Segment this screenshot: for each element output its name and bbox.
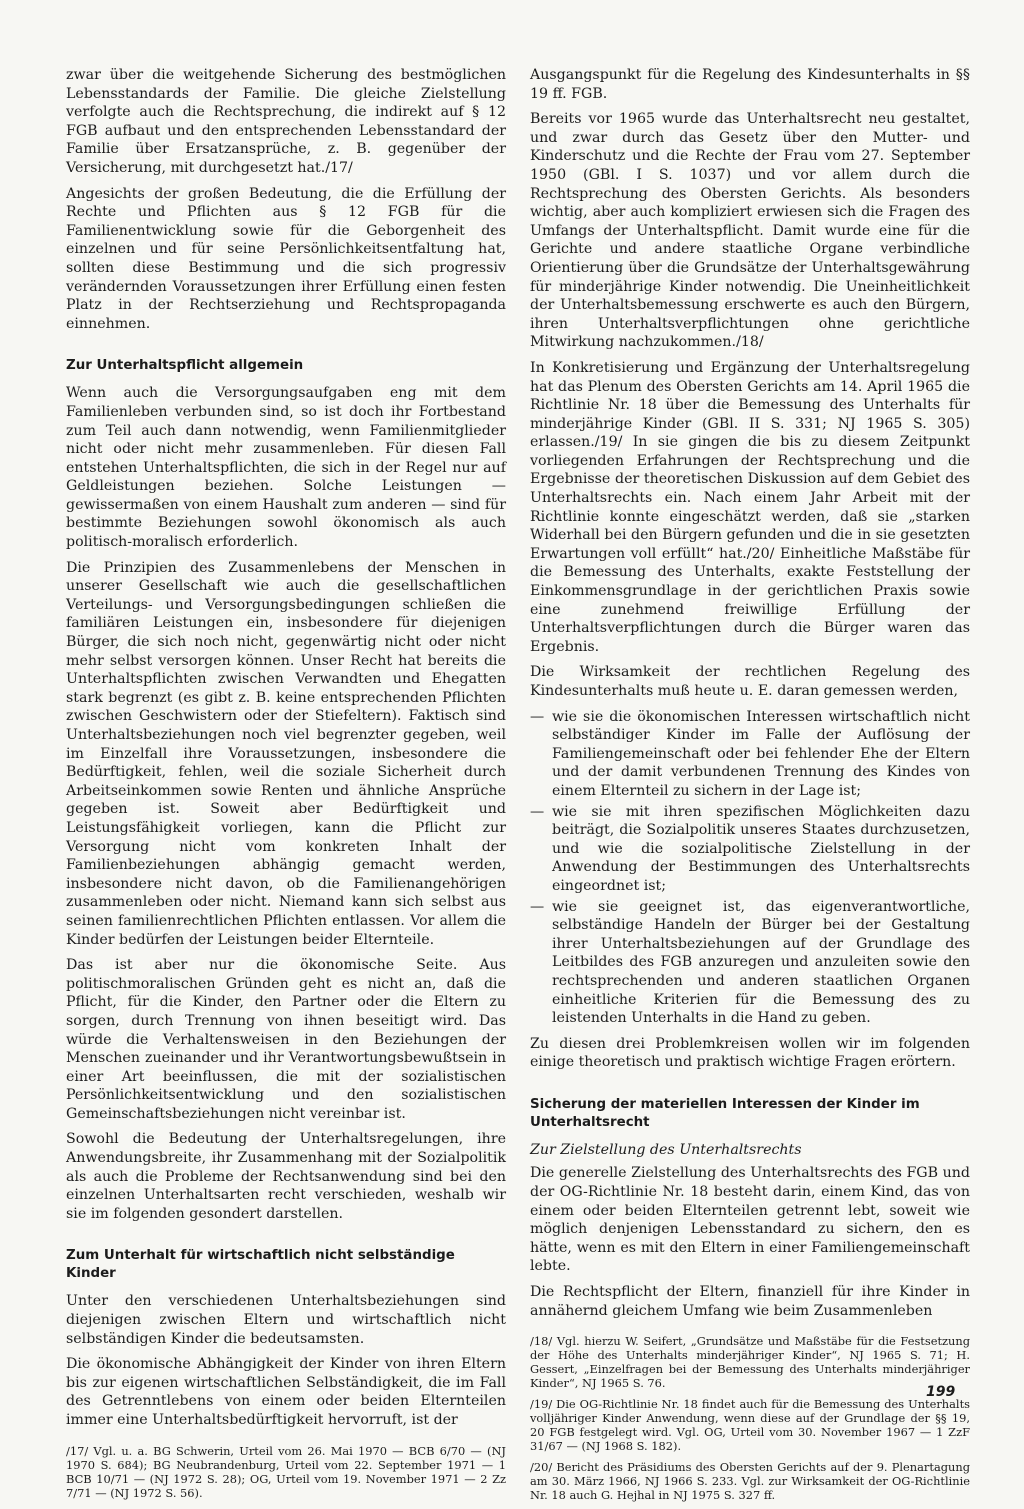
list-item — [530, 803, 970, 896]
paragraph: Zu diesen drei Problemkreisen wollen wir im folgenden einige theoretisch und praktisch wichtige Fragen erörtern. — [530, 1035, 970, 1071]
list-item — [530, 898, 970, 1028]
left-column — [66, 66, 506, 1507]
subsection-heading: Zur Zielstellung des Unterhaltsrechts — [530, 1141, 802, 1158]
paragraph: Angesichts der großen Bedeutung, die die Erfüllung der Rechte und Pflichten aus § 12 FGB für die Familienentwicklung sowie für die Geborgenheit des einzelnen und für seine Persönlichkeitsentfaltung hat, sollten diese Bestimmung und die sich progressiv verändernden Voraussetzungen ihrer Erfüllung einen festen Platz in der Rechtserziehung und Rechtspropaganda einnehmen. — [66, 185, 506, 332]
paragraph: Die Rechtspflicht der Eltern, finanziell für ihre Kinder in annähernd gleichem Umfang wie beim Zusammenleben — [530, 1284, 970, 1319]
paragraph: Die Wirksamkeit der rechtlichen Regelung des Kindesunterhalts muß heute u. E. daran gemessen werden, — [530, 664, 970, 699]
paragraph: zwar über die weitgehende Sicherung des bestmöglichen Lebensstandards der Familie. Die gleiche Zielstellung verfolgte auch die Rechtsprechung, die indirekt auf § 12 FGB aufbaut und den entsprechenden Lebensstandard der Familie über Ersatzansprüche, z. B. gegenüber der Versicherung, mit durchgesetzt hat./17/ — [66, 67, 506, 176]
footnote-18: /18/ Vgl. hierzu W. Seifert, „Grundsätze und Maßstäbe für die Festsetzung der Höhe des Unterhalts minderjähriger Kinder“, NJ 1965 S. 71; H. Gessert, „Einzelfragen bei der Bemessung des Unterhalts minderjähriger Kinder“, NJ 1965 S. 76. — [530, 1334, 970, 1391]
list-item — [530, 708, 970, 801]
footnote-17: /17/ Vgl. u. a. BG Schwerin, Urteil vom 26. Mai 1970 — BCB 6/70 — (NJ 1970 S. 684); BG Neubrandenburg, Urteil vom 22. September 1971 — 1 BCB 10/71 — (NJ 1972 S. 28); OG, Urteil vom 19. November 1971 — 2 Zz 7/71 — (NJ 1972 S. 56). — [66, 1443, 506, 1500]
list-dash: — — [530, 708, 545, 725]
paragraph: Wenn auch die Versorgungsaufgaben eng mit dem Familienleben verbunden sind, so ist doch ihr Fortbestand zum Teil auch dann notwendig, wenn Familienmitglieder nicht oder nicht mehr zusammenleben. Für diesen Fall entstehen Unterhaltspflichten, die sich in der Regel nur auf Geldleistungen beziehen. Solche Leistungen — gewissermaßen von einem Haushalt zum anderen — sind für bestimmte Beziehungen sowohl ökonomisch als auch politisch-moralisch erforderlich. — [66, 385, 506, 551]
section-heading: Sicherung der materiellen Interessen der Kinder im Unterhaltsrecht — [530, 1096, 920, 1130]
paragraph: Unter den verschiedenen Unterhaltsbeziehungen sind diejenigen zwischen Eltern und wirtschaftlich nicht selbständigen Kinder die bedeutsamsten. — [66, 1293, 506, 1347]
criteria-list — [530, 708, 970, 1028]
paragraph: Ausgangspunkt für die Regelung des Kindesunterhalts in §§ 19 ff. FGB. — [530, 67, 970, 102]
paragraph: Die Prinzipien des Zusammenlebens der Menschen in unserer Gesellschaft wie auch die gesellschaftlichen Verteilungs- und Versorgungsbedingungen schließen die familiären Leistungen ein, insbesondere für diejenigen Bürger, die sich noch nicht, gegenwärtig nicht oder nicht mehr selbst versorgen können. Unser Recht hat bereits die Unterhaltspflichten zwischen Verwandten und Ehegatten stark begrenzt (es gibt z. B. keine entsprechenden Pflichten zwischen Geschwistern oder der Stiefeltern). Faktisch sind Unterhaltsbeziehungen noch viel begrenzter gegeben, weil im Einzelfall ihre Voraussetzungen, insbesondere die Bedürftigkeit, fehlen, weil die soziale Sicherheit durch Arbeitseinkommen sowie Renten und ähnliche Ansprüche gegeben ist. Soweit aber Bedürftigkeit und Leistungsfähigkeit vorliegen, kann die Pflicht zur Versorgung nicht vom konkreten Inhalt der Familienbeziehungen abhängig gemacht werden, insbesondere nicht davon, ob die Familienangehörigen zusammenleben oder nicht. Niemand kann sich selbst aus seinen familienrechtlichen Pflichten entlassen. Vor allem die Kinder bedürfen der Leistungen beider Elternteile. — [66, 559, 506, 948]
paragraph: Bereits vor 1965 wurde das Unterhaltsrecht neu gestaltet, und zwar durch das Gesetz über den Mutter- und Kinderschutz und die Rechte der Frau vom 27. September 1950 (GBl. I S. 1037) und vor allem durch die Rechtsprechung des Obersten Gerichts. Als besonders wichtig, aber auch kompliziert erwiesen sich die Fragen des Umfangs der Unterhaltspflicht. Damit wurde eine für die Gerichte und andere staatliche Organe verbindliche Orientierung über die Grundsätze der Unterhaltsgewährung für minderjährige Kinder notwendig. Die Uneinheitlichkeit der Unterhaltsbemessung erschwerte es auch den Bürgern, ihren Unterhaltsverpflichtungen ohne gerichtliche Mitwirkung nachzukommen./18/ — [530, 111, 970, 351]
list-item-text: wie sie die ökonomischen Interessen wirtschaftlich nicht selbständiger Kinder im Falle der Auflösung der Familiengemeinschaft oder bei fehlender Ehe der Eltern und der damit verbundenen Trennung des Kindes von einem Elternteil zu sichern in der Lage ist; — [552, 708, 970, 799]
footnote-19: /19/ Die OG-Richtlinie Nr. 18 findet auch für die Bemessung des Unterhalts volljähriger Kinder Anwendung, wenn diese auf der Grundlage der §§ 19, 20 FGB festgelegt wird. Vgl. OG, Urteil vom 30. November 1967 — 1 ZzF 31/67 — (NJ 1968 S. 182). — [530, 1397, 970, 1454]
paragraph: Das ist aber nur die ökonomische Seite. Aus politischmoralischen Gründen geht es nicht an, daß die Pflicht, für die Kinder, den Partner oder die Eltern zu sorgen, durch Trennung von ihnen beseitigt wird. Das würde die Verhaltensweisen in den Beziehungen der Menschen zueinander und ihr Verantwortungsbewußtsein in einer Art beeinflussen, die mit der sozialistischen Persönlichkeitsentwicklung und den sozialistischen Gemeinschaftsbeziehungen nicht vereinbar ist. — [66, 957, 506, 1122]
paragraph: Die ökonomische Abhängigkeit der Kinder von ihren Eltern bis zur eigenen wirtschaftlichen Selbständigkeit, die im Fall des Getrenntlebens von einem oder beiden Elternteilen immer eine Unterhaltsbedürftigkeit hervorruft, ist der — [66, 1356, 506, 1428]
footnote-20: /20/ Bericht des Präsidiums des Obersten Gerichts auf der 9. Plenartagung am 30. März 1966, NJ 1966 S. 233. Vgl. zur Wirksamkeit der OG-Richtlinie Nr. 18 auch G. Hejhal in NJ 1975 S. 327 ff. — [530, 1460, 970, 1503]
list-item-text: wie sie mit ihren spezifischen Möglichkeiten dazu beiträgt, die Sozialpolitik unseres Staates durchzusetzen, und wie die sozialpolitische Zielstellung in der Anwendung der Bestimmungen des Unterhaltsrechts eingeordnet ist; — [552, 803, 970, 894]
right-column — [530, 66, 970, 1509]
paragraph: Sowohl die Bedeutung der Unterhaltsregelungen, ihre Anwendungsbreite, ihr Zusammenhang mit der Sozialpolitik als auch die Probleme der Rechtsanwendung sind bei den einzelnen Unterhaltsarten recht verschieden, weshalb wir sie im folgenden gesondert darstellen. — [66, 1131, 506, 1222]
section-heading: Zum Unterhalt für wirtschaftlich nicht selbständige Kinder — [66, 1248, 455, 1282]
paragraph: Die generelle Zielstellung des Unterhaltsrechts des FGB und der OG-Richtlinie Nr. 18 besteht darin, einem Kind, das von einem oder beiden Elternteilen getrennt lebt, soweit wie möglich denjenigen Lebensstandard zu sichern, den es hätte, wenn es mit den Eltern in einer Familiengemeinschaft lebte. — [530, 1165, 970, 1275]
section-heading: Zur Unterhaltspflicht allgemein — [66, 358, 304, 374]
list-item-text: wie sie geeignet ist, das eigenverantwortliche, selbständige Handeln der Bürger bei der Gestaltung ihrer Unterhaltsbeziehungen auf der Grundlage des Leitbildes des FGB anzuregen und anzuleiten sowie den rechtsprechenden und anderen staatlichen Organen einheitliche Kriterien für die Bemessung des zu leistenden Unterhalts in die Hand zu geben. — [552, 898, 970, 1027]
paragraph: In Konkretisierung und Ergänzung der Unterhaltsregelung hat das Plenum des Obersten Gerichts am 14. April 1965 die Richtlinie Nr. 18 über die Bemessung des Unterhalts für minderjährige Kinder (GBl. II S. 331; NJ 1965 S. 305) erlassen./19/ In sie gingen die bis zu diesem Zeitpunkt vorliegenden Erfahrungen der Rechtsprechung und die Ergebnisse der theoretischen Diskussion auf dem Gebiet des Unterhaltsrechts ein. Nach einem Jahr Arbeit mit der Richtlinie konnte eingeschätzt werden, daß sie „starken Widerhall bei den Bürgern gefunden und die in sie gesetzten Erwartungen voll erfüllt“ hat./20/ Einheitliche Maßstäbe für die Bemessung des Unterhalts, exakte Feststellung der Einkommensgrundlage in der gerichtlichen Praxis sowie eine zunehmend freiwillige Erfüllung der Unterhaltsverpflichtungen durch die Bürger waren das Ergebnis. — [530, 359, 970, 655]
list-dash: — — [530, 803, 545, 820]
list-dash: — — [530, 898, 545, 915]
page-number: 199 — [926, 1384, 956, 1400]
